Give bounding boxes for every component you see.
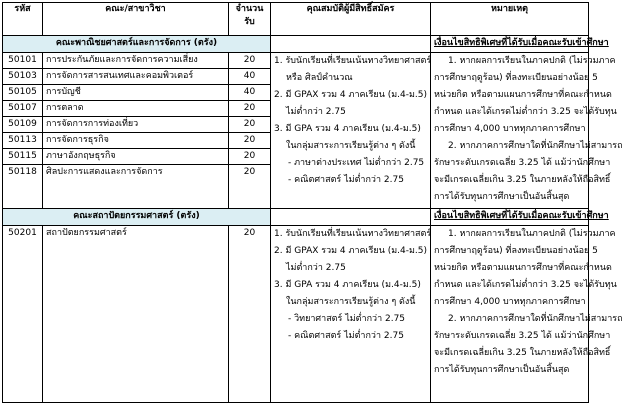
header-quota-line1: จำนวน [235, 4, 264, 14]
remark-line: หน่วยกิต หรือตามแผนการศึกษาที่คณะกำหนด [434, 263, 612, 273]
program-quota: 20 [229, 149, 271, 165]
program-quota: 20 [229, 117, 271, 133]
remark-line: กำหนด และได้เกรดไม่ต่ำกว่า 3.25 จะได้รับทุน [434, 107, 617, 117]
remark-line: การได้รับทุนการศึกษาเป็นอันสิ้นสุด [434, 192, 570, 202]
qualification-line: 1. รับนักเรียนที่เรียนเน้นทางวิทยาศาสตร์ [274, 229, 432, 239]
header-row [3, 3, 589, 36]
faculty-qual-blank [271, 36, 431, 53]
remark-line: หน่วยกิต หรือตามแผนการศึกษาที่คณะกำหนด [434, 90, 612, 100]
header-remark: หมายเหตุ [431, 3, 589, 36]
faculty-condition: เงื่อนไขสิทธิพิเศษที่ได้รับเมื่อคณะรับเข้าศึกษา [431, 209, 589, 226]
remark-line: รักษาระดับเกรดเฉลี่ย 3.25 ได้ แม้ว่านักศึกษา [434, 158, 611, 168]
faculty-condition: เงื่อนไขสิทธิพิเศษที่ได้รับเมื่อคณะรับเข้าศึกษา [431, 36, 589, 53]
qualification-line: 2. มี GPAX รวม 4 ภาคเรียน (ม.4-ม.5) [274, 90, 428, 100]
remark-line: 2. หากภาคการศึกษาใดที่นักศึกษาไม่สามารถ [448, 314, 623, 324]
qualification-cell [271, 226, 431, 403]
remark-cell [431, 226, 623, 403]
remark-line: กำหนด และได้เกรดไม่ต่ำกว่า 3.25 จะได้รับทุน [434, 280, 617, 290]
qualification-line: 3. มี GPA รวม 4 ภาคเรียน (ม.4-ม.5) [274, 280, 421, 290]
remark-line: 2. หากภาคการศึกษาใดที่นักศึกษาไม่สามารถ [448, 141, 623, 151]
program-quota: 40 [229, 85, 271, 101]
qualification-line: 2. มี GPAX รวม 4 ภาคเรียน (ม.4-ม.5) [274, 246, 428, 256]
program-name: การบัญชี [43, 85, 229, 101]
program-name: การจัดการการท่องเที่ยว [43, 117, 229, 133]
header-quota [229, 3, 271, 36]
qualification-line: - คณิตศาสตร์ ไม่ต่ำกว่า 2.75 [288, 331, 404, 341]
remark-line: 1. หากผลการเรียนในภาคปกติ (ไม่รวมภาค [448, 56, 616, 66]
header-code: รหัส [3, 3, 43, 36]
qualification-line: - คณิตศาสตร์ ไม่ต่ำกว่า 2.75 [288, 175, 404, 185]
remark-line: การศึกษา 4,000 บาททุกภาคการศึกษา [434, 297, 586, 307]
remark-line: จะมีเกรดเฉลี่ยเกิน 3.25 ในภายหลังให้ถือสิทธิ์ [434, 175, 611, 185]
qualification-line: 3. มี GPA รวม 4 ภาคเรียน (ม.4-ม.5) [274, 124, 421, 134]
program-quota: 20 [229, 133, 271, 149]
program-code: 50201 [3, 226, 43, 403]
remark-line: 1. หากผลการเรียนในภาคปกติ (ไม่รวมภาค [448, 229, 616, 239]
qualification-cell [271, 53, 431, 209]
qualification-line: ไม่ต่ำกว่า 2.75 [286, 107, 346, 117]
program-name: การจัดการธุรกิจ [43, 133, 229, 149]
program-code: 50103 [3, 69, 43, 85]
remark-line: การได้รับทุนการศึกษาเป็นอันสิ้นสุด [434, 365, 570, 375]
remark-line: รักษาระดับเกรดเฉลี่ย 3.25 ได้ แม้ว่านักศึกษา [434, 331, 611, 341]
faculty-name: คณะพาณิชยศาสตร์และการจัดการ (ตรัง) [3, 36, 271, 53]
qualification-line: ในกลุ่มสาระการเรียนรู้ต่าง ๆ ดังนี้ [286, 141, 416, 151]
program-name: ภาษาอังกฤษธุรกิจ [43, 149, 229, 165]
qualification-line: 1. รับนักเรียนที่เรียนเน้นทางวิทยาศาสตร์ [274, 56, 432, 66]
admission-table [2, 2, 623, 403]
program-code: 50113 [3, 133, 43, 149]
program-code: 50118 [3, 165, 43, 209]
program-code: 50107 [3, 101, 43, 117]
header-qualification: คุณสมบัติผู้มีสิทธิ์สมัคร [271, 3, 431, 36]
program-name: การตลาด [43, 101, 229, 117]
qualification-line: ไม่ต่ำกว่า 2.75 [286, 263, 346, 273]
faculty-qual-blank [271, 209, 431, 226]
program-quota: 20 [229, 165, 271, 209]
program-code: 50101 [3, 53, 43, 69]
program-name: การประกันภัยและการจัดการความเสี่ยง [43, 53, 229, 69]
header-name: คณะ/สาขาวิชา [43, 3, 229, 36]
qualification-line: หรือ ศิลป์คำนวณ [286, 73, 353, 83]
program-code: 50105 [3, 85, 43, 101]
remark-line: จะมีเกรดเฉลี่ยเกิน 3.25 ในภายหลังให้ถือสิทธิ์ [434, 348, 611, 358]
remark-cell [431, 53, 623, 209]
qualification-line: - วิทยาศาสตร์ ไม่ต่ำกว่า 2.75 [288, 314, 406, 324]
program-code: 50109 [3, 117, 43, 133]
program-row [3, 53, 589, 69]
remark-line: การศึกษา 4,000 บาททุกภาคการศึกษา [434, 124, 586, 134]
faculty-name: คณะสถาปัตยกรรมศาสตร์ (ตรัง) [3, 209, 271, 226]
program-code: 50115 [3, 149, 43, 165]
qualification-line: ในกลุ่มสาระการเรียนรู้ต่าง ๆ ดังนี้ [286, 297, 416, 307]
program-name: ศิลปะการแสดงและการจัดการ [43, 165, 229, 209]
program-row [3, 226, 589, 403]
program-name: การจัดการสารสนเทศและคอมพิวเตอร์ [43, 69, 229, 85]
program-quota: 20 [229, 53, 271, 69]
program-quota: 20 [229, 226, 271, 403]
remark-line: การศึกษาฤดูร้อน) ที่ลงทะเบียนอย่างน้อย 5 [434, 73, 598, 83]
header-quota-line2: รับ [244, 17, 255, 27]
program-quota: 20 [229, 101, 271, 117]
qualification-line: - ภาษาต่างประเทศ ไม่ต่ำกว่า 2.75 [288, 158, 425, 168]
remark-line: การศึกษาฤดูร้อน) ที่ลงทะเบียนอย่างน้อย 5 [434, 246, 598, 256]
faculty-row [3, 209, 589, 226]
program-quota: 40 [229, 69, 271, 85]
program-name: สถาปัตยกรรมศาสตร์ [43, 226, 229, 403]
faculty-row [3, 36, 589, 53]
